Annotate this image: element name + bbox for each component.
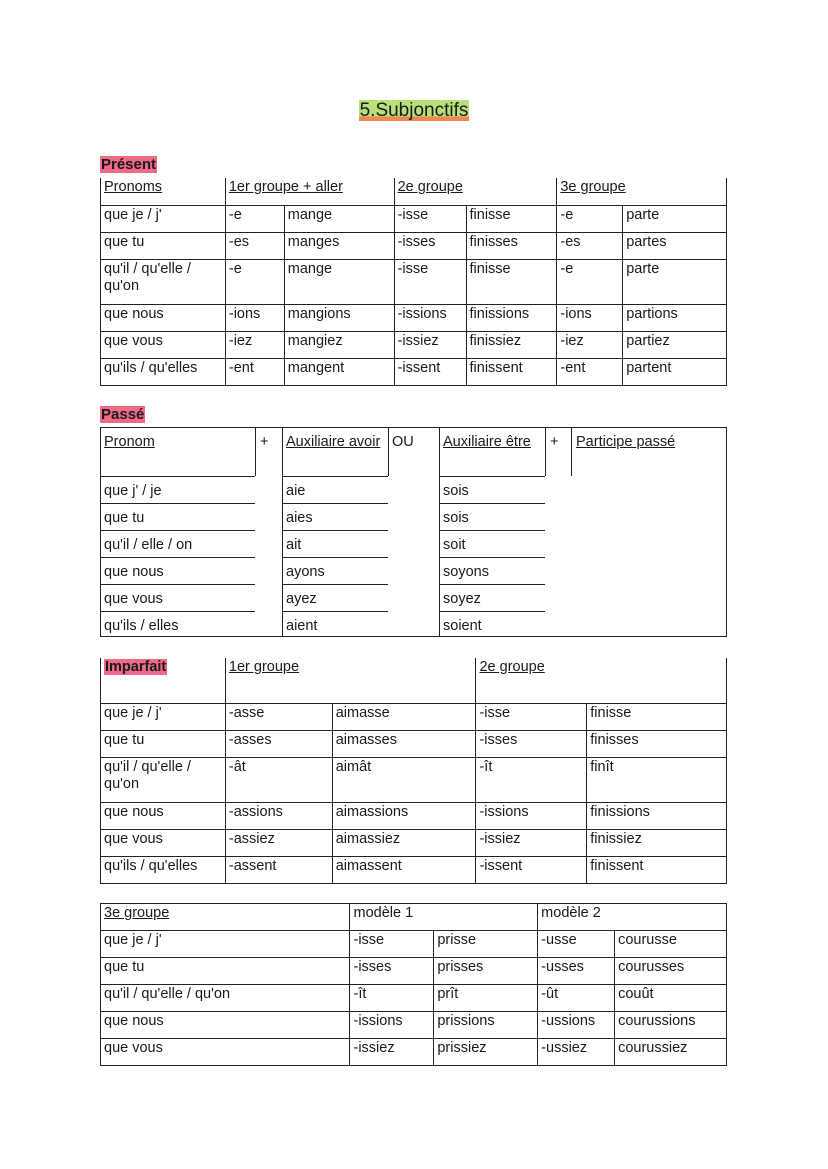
verb-cell: sois <box>443 510 469 526</box>
verb-cell: ayez <box>286 591 317 607</box>
table-row <box>101 829 727 856</box>
troisieme-groupe-table <box>100 903 727 1066</box>
table-row <box>101 205 727 232</box>
verb-cell: prisse <box>434 931 538 958</box>
ending-cell: -es <box>557 232 623 259</box>
verb-cell: soyez <box>443 591 481 607</box>
verb-cell: finisse <box>466 205 557 232</box>
header-2e-groupe: 2e groupe <box>394 178 557 205</box>
verb-cell: finît <box>587 757 727 802</box>
ending-cell: -ent <box>225 358 284 385</box>
pronoun-cell: qu'ils / qu'elles <box>101 358 226 385</box>
pronoun-cell: que vous <box>101 331 226 358</box>
verb-cell: mangions <box>284 304 394 331</box>
header-auxiliaire-etre: Auxiliaire être <box>443 434 531 450</box>
ending-cell: -issions <box>476 802 587 829</box>
verb-cell: mange <box>284 259 394 304</box>
ending-cell: -es <box>225 232 284 259</box>
verb-cell: prît <box>434 985 538 1012</box>
pronoun-cell: que vous <box>104 591 163 607</box>
pronoun-cell: qu'il / elle / on <box>104 537 193 553</box>
passe-heading: Passé <box>101 406 145 423</box>
verb-cell: aimassiez <box>332 829 476 856</box>
imparfait-table <box>100 658 727 884</box>
verb-cell: courussions <box>615 1012 727 1039</box>
table-row <box>101 259 727 304</box>
ending-cell: -issent <box>394 358 466 385</box>
ending-cell: -isses <box>394 232 466 259</box>
ending-cell: -e <box>225 259 284 304</box>
verb-cell: aies <box>286 510 313 526</box>
pronoun-cell: que tu <box>101 730 226 757</box>
ending-cell: -issions <box>394 304 466 331</box>
pronoun-cell: que je / j' <box>101 703 226 730</box>
table-row <box>101 958 727 985</box>
pronoun-cell: qu'ils / elles <box>104 618 179 634</box>
verb-cell: aimassions <box>332 802 476 829</box>
ending-cell: -ât <box>225 757 332 802</box>
ending-cell: -ussiez <box>538 1039 615 1066</box>
header-auxiliaire-avoir: Auxiliaire avoir <box>286 434 381 450</box>
pronoun-cell: que nous <box>101 304 226 331</box>
verb-cell: aimasses <box>332 730 476 757</box>
verb-cell: partent <box>623 358 727 385</box>
ending-cell: -usses <box>538 958 615 985</box>
pronoun-cell: que je / j' <box>101 205 226 232</box>
verb-cell: prisses <box>434 958 538 985</box>
table-row <box>101 358 727 385</box>
verb-cell: aie <box>286 483 306 499</box>
ending-cell: -ût <box>538 985 615 1012</box>
ou-label: OU <box>392 434 414 450</box>
verb-cell: aimasse <box>332 703 476 730</box>
verb-cell: finissent <box>587 856 727 883</box>
header-2e-groupe: 2e groupe <box>476 658 727 703</box>
ending-cell: -issiez <box>394 331 466 358</box>
pronoun-cell: qu'il / qu'elle / qu'on <box>101 985 350 1012</box>
pronoun-cell: que tu <box>101 232 226 259</box>
ending-cell: -iez <box>225 331 284 358</box>
verb-cell: finissions <box>466 304 557 331</box>
pronoun-cell: que nous <box>101 1012 350 1039</box>
verb-cell: finisses <box>587 730 727 757</box>
ending-cell: -assiez <box>225 829 332 856</box>
verb-cell: partes <box>623 232 727 259</box>
ending-cell: -isse <box>394 205 466 232</box>
verb-cell: prissions <box>434 1012 538 1039</box>
verb-cell: soit <box>443 537 466 553</box>
verb-cell: courusse <box>615 931 727 958</box>
table-row <box>101 304 727 331</box>
ending-cell: -issiez <box>476 829 587 856</box>
verb-cell: finisse <box>466 259 557 304</box>
pronoun-cell: qu'il / qu'elle / qu'on <box>101 259 226 304</box>
verb-cell: aimassent <box>332 856 476 883</box>
verb-cell: partions <box>623 304 727 331</box>
table-row <box>101 331 727 358</box>
verb-cell: finisses <box>466 232 557 259</box>
header-pronoms: Pronoms <box>101 178 226 205</box>
verb-cell: manges <box>284 232 394 259</box>
header-participe-passe: Participe passé <box>576 434 676 450</box>
verb-cell: sois <box>443 483 469 499</box>
table-row <box>101 985 727 1012</box>
ending-cell: -usse <box>538 931 615 958</box>
verb-cell: prissiez <box>434 1039 538 1066</box>
header-pronom: Pronom <box>104 434 155 450</box>
ending-cell: -ions <box>557 304 623 331</box>
header-1er-groupe: 1er groupe + aller <box>225 178 394 205</box>
ending-cell: -e <box>557 259 623 304</box>
verb-cell: partiez <box>623 331 727 358</box>
verb-cell: mangiez <box>284 331 394 358</box>
ending-cell: -iez <box>557 331 623 358</box>
pronoun-cell: que je / j' <box>101 931 350 958</box>
header-modele-2: modèle 2 <box>538 904 727 931</box>
header-modele-1: modèle 1 <box>350 904 538 931</box>
pronoun-cell: qu'il / qu'elle / qu'on <box>101 757 226 802</box>
table-row <box>101 730 727 757</box>
table-row <box>101 856 727 883</box>
ending-cell: -ussions <box>538 1012 615 1039</box>
verb-cell: soient <box>443 618 482 634</box>
verb-cell: soyons <box>443 564 489 580</box>
table-row <box>101 931 727 958</box>
verb-cell: mange <box>284 205 394 232</box>
verb-cell: couût <box>615 985 727 1012</box>
ending-cell: -isses <box>350 958 434 985</box>
passe-table <box>100 427 727 637</box>
pronoun-cell: que nous <box>101 802 226 829</box>
verb-cell: finisse <box>587 703 727 730</box>
header-3e-groupe: 3e groupe <box>557 178 727 205</box>
verb-cell: courusses <box>615 958 727 985</box>
ending-cell: -ions <box>225 304 284 331</box>
table-row <box>101 703 727 730</box>
pronoun-cell: que tu <box>101 958 350 985</box>
verb-cell: finissent <box>466 358 557 385</box>
table-row <box>101 757 727 802</box>
ending-cell: -ît <box>476 757 587 802</box>
ending-cell: -issent <box>476 856 587 883</box>
ending-cell: -e <box>557 205 623 232</box>
table-row <box>101 232 727 259</box>
ending-cell: -isse <box>394 259 466 304</box>
verb-cell: ayons <box>286 564 325 580</box>
verb-cell: parte <box>623 205 727 232</box>
ending-cell: -isse <box>476 703 587 730</box>
ending-cell: -ent <box>557 358 623 385</box>
verb-cell: aient <box>286 618 318 634</box>
page-title: 5.Subjonctifs <box>359 100 469 121</box>
ending-cell: -assent <box>225 856 332 883</box>
verb-cell: finissiez <box>466 331 557 358</box>
ending-cell: -ît <box>350 985 434 1012</box>
ending-cell: -assions <box>225 802 332 829</box>
verb-cell: ait <box>286 537 302 553</box>
table-row <box>101 1012 727 1039</box>
pronoun-cell: que nous <box>104 564 164 580</box>
header-3e-groupe: 3e groupe <box>101 904 350 931</box>
imparfait-heading: Imparfait <box>105 659 167 675</box>
table-row <box>101 1039 727 1066</box>
pronoun-cell: que j' / je <box>104 483 162 499</box>
pronoun-cell: que vous <box>101 1039 350 1066</box>
present-heading: Présent <box>101 156 157 173</box>
verb-cell: mangent <box>284 358 394 385</box>
present-table <box>100 178 727 386</box>
ending-cell: -isse <box>350 931 434 958</box>
ending-cell: -e <box>225 205 284 232</box>
header-1er-groupe: 1er groupe <box>225 658 476 703</box>
pronoun-cell: que tu <box>104 510 145 526</box>
imparfait-heading-cell <box>101 658 226 703</box>
table-row <box>101 802 727 829</box>
verb-cell: courussiez <box>615 1039 727 1066</box>
verb-cell: aimât <box>332 757 476 802</box>
ending-cell: -isses <box>476 730 587 757</box>
plus-sign: + <box>260 434 269 450</box>
verb-cell: finissions <box>587 802 727 829</box>
ending-cell: -asses <box>225 730 332 757</box>
pronoun-cell: qu'ils / qu'elles <box>101 856 226 883</box>
verb-cell: parte <box>623 259 727 304</box>
ending-cell: -issiez <box>350 1039 434 1066</box>
pronoun-cell: que vous <box>101 829 226 856</box>
ending-cell: -issions <box>350 1012 434 1039</box>
verb-cell: finissiez <box>587 829 727 856</box>
ending-cell: -asse <box>225 703 332 730</box>
plus-sign: + <box>550 434 559 450</box>
